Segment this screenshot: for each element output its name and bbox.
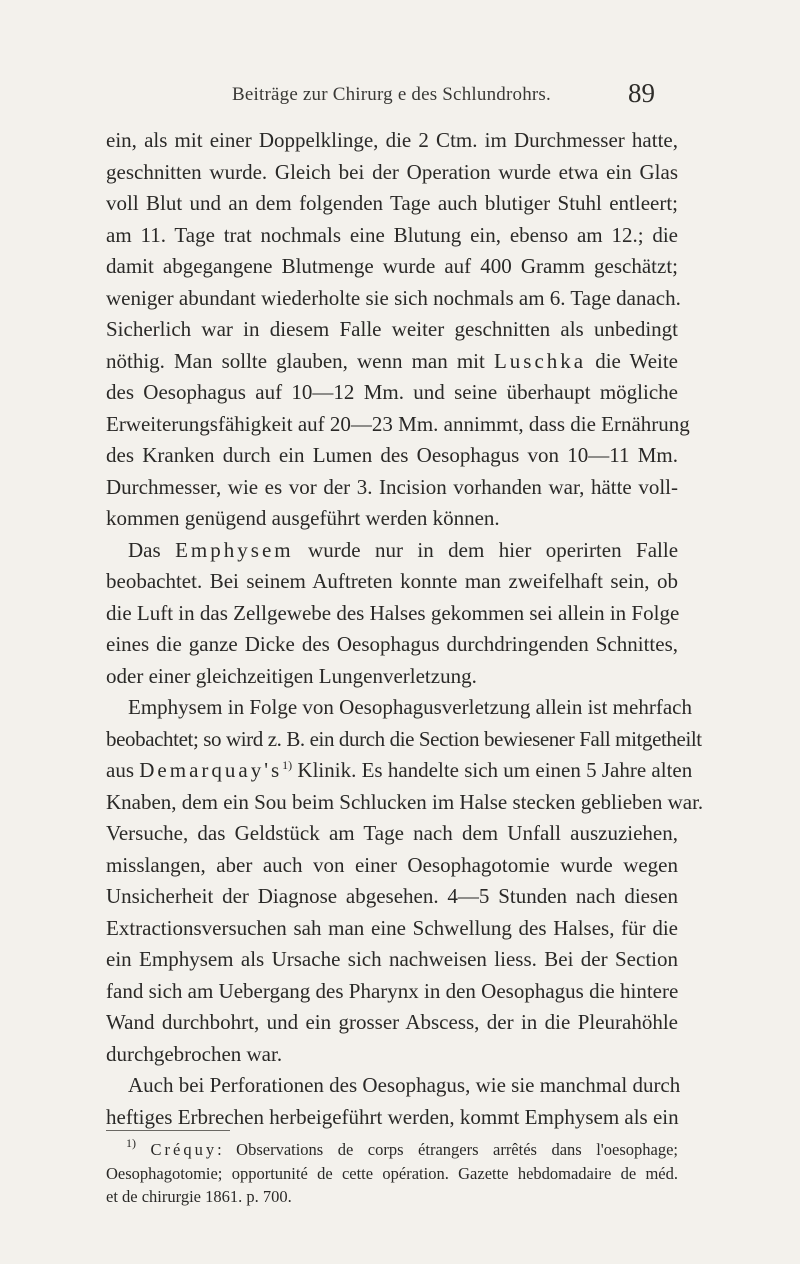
text-line: damit abgegangene Blutmenge wurde auf 400 Gramm geschätzt; [106,254,678,278]
text-line: voll Blut und an dem folgenden Tage auch blutiger Stuhl entleert; [106,191,678,215]
footnote-line: Oesophagotomie; opportunité de cette opération. Gazette hebdomadaire de méd. [106,1163,678,1183]
footnote-divider [106,1130,230,1131]
text-line [106,755,693,787]
emphasized-term-emphysem: Emphysem [175,537,294,562]
text-fragment: nöthig. Man sollte glauben, wenn man mit [106,348,485,373]
text-fragment: wurde nur in dem hier operirten Falle [308,537,679,562]
text-line: geschnitten wurde. Gleich bei der Operation wurde etwa ein Glas [106,159,678,184]
footnote-line: et de chirurgie 1861. p. 700. [106,1187,292,1206]
text-line: die Luft in das Zellgewebe des Halses gekommen sei allein in Folge [106,600,680,625]
page-number: 89 [628,78,655,108]
text-line: am 11. Tage trat nochmals eine Blutung ein, ebenso am 12.; die [106,222,678,247]
text-line: Unsicherheit der Diagnose abgesehen. 4—5 Stunden nach diesen [106,884,678,908]
footnotes [106,1138,678,1209]
footnote-line [106,1138,678,1162]
text-line: Wand durchbohrt, und ein grosser Abscess, der in die Pleurahöhle [106,1010,678,1034]
text-fragment: Klinik. Es handelte sich um einen 5 Jahre alten [297,758,693,782]
text-fragment: Das [128,537,161,562]
text-line: oder einer gleichzeitigen Lungenverletzung. [106,663,477,688]
text-line [106,346,678,378]
text-line: Knaben, dem ein Sou beim Schlucken im Halse stecken geblieben war. [106,789,704,814]
text-line: Durchmesser, wie es vor der 3. Incision vorhanden war, hätte voll- [106,474,678,499]
text-line: eines die ganze Dicke des Oesophagus durchdringenden Schnittes, [106,632,678,656]
text-fragment: die Weite [595,348,679,373]
text-line: weniger abundant wiederholte sie sich nochmals am 6. Tage danach. [106,285,681,310]
text-line: beobachtet. Bei seinem Auftreten konnte man zweifelhaft sein, ob [106,569,678,593]
text-line: Emphysem in Folge von Oesophagusverletzung allein ist mehrfach [128,695,692,719]
text-line: durchgebrochen war. [106,1041,283,1066]
footnote-reference: 1) [282,758,293,772]
text-line: des Oesophagus auf 10—12 Mm. und seine überhaupt mögliche [106,380,678,404]
footnote-marker: 1) [126,1136,136,1150]
text-line: misslangen, aber auch von einer Oesophagotomie wurde wegen [106,852,678,877]
text-line: Sicherlich war in diesem Falle weiter geschnitten als unbedingt [106,317,678,341]
text-line: fand sich am Uebergang des Pharynx in den Oesophagus die hintere [106,978,679,1003]
footnote-text: : Observations de corps étrangers arrêtés dans l'oesophage; [217,1140,678,1159]
text-line: ein, als mit einer Doppelklinge, die 2 Ctm. im Durchmesser hatte, [106,128,678,152]
text-line: Auch bei Perforationen des Oesophagus, wie sie manchmal durch [128,1073,681,1097]
author-name-luschka: Luschka [493,348,587,373]
text-fragment: aus [106,758,134,782]
text-line: beobachtet; so wird z. B. ein durch die Section bewiesener Fall mitgetheilt [106,726,702,751]
author-name-demarquay: Demarquay's [139,758,283,782]
text-line: Erweiterungsfähigkeit auf 20—23 Mm. annimmt, dass die Ernährung [106,411,690,436]
text-line [106,535,678,567]
text-line: kommen genügend ausgeführt werden können. [106,506,500,530]
text-line: Extractionsversuchen sah man eine Schwellung des Halses, für die [106,915,678,940]
text-line: ein Emphysem als Ursache sich nachweisen liess. Bei der Section [106,947,678,971]
text-line: heftiges Erbrechen herbeigeführt werden, kommt Emphysem als ein [106,1104,679,1129]
running-head: Beiträge zur Chirurg e des Schlundrohrs. [232,84,551,105]
footnote-author: Créquy [150,1140,218,1159]
text-line: des Kranken durch ein Lumen des Oesophagus von 10—11 Mm. [106,443,678,467]
text-line: Versuche, das Geldstück am Tage nach dem Unfall auszuziehen, [106,821,678,845]
body-text [106,125,704,1133]
